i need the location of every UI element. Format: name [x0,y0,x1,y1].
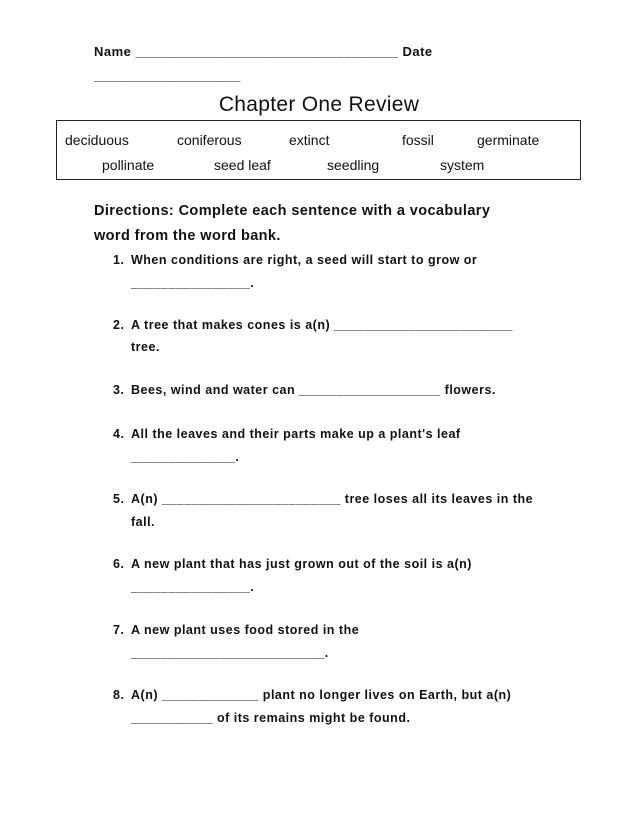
question-number: 2. [113,318,125,332]
question-1-line-1: When conditions are right, a seed will start to grow or [131,253,478,267]
word-bank [56,120,581,180]
word-bank-item: coniferous [177,132,242,148]
question-8-line-2: ___________ of its remains might be found. [131,711,411,725]
question-1-line-2: ________________. [131,276,255,290]
word-bank-item: seedling [327,157,380,173]
directions-line-1: Directions: Complete each sentence with a vocabulary [94,203,491,219]
question-number: 4. [113,427,125,441]
question-6-line-1: A new plant that has just grown out of the soil is a(n) [131,557,472,571]
date-blank: ___________________ [94,68,241,83]
word-bank-item: fossil [402,132,434,148]
word-bank-item: germinate [477,132,540,148]
question-number: 7. [113,623,125,637]
question-6-line-2: ________________. [131,580,255,594]
directions-line-2: word from the word bank. [94,228,281,244]
question-7-line-2: __________________________. [131,646,329,660]
question-5-line-1: A(n) ________________________ tree loses all its leaves in the [131,492,534,506]
word-bank-item: seed leaf [214,157,271,173]
word-bank-item: pollinate [102,157,155,173]
question-2-line-1: A tree that makes cones is a(n) ________________________ [131,318,513,332]
question-5-line-2: fall. [131,515,156,529]
word-bank-item: system [440,157,485,173]
question-4-line-1: All the leaves and their parts make up a plant's leaf [131,427,461,441]
question-number: 3. [113,383,125,397]
question-8-line-1: A(n) _____________ plant no longer lives on Earth, but a(n) [131,688,512,702]
question-number: 6. [113,557,125,571]
question-4-line-2: ______________. [131,450,240,464]
question-3-line-1: Bees, wind and water can ___________________ flowers. [131,383,496,397]
question-number: 5. [113,492,125,506]
word-bank-item: extinct [289,132,330,148]
question-number: 1. [113,253,125,267]
question-number: 8. [113,688,125,702]
question-7-line-1: A new plant uses food stored in the [131,623,360,637]
word-bank-item: deciduous [65,132,129,148]
name-date-line: Name __________________________________ Date [94,44,433,59]
question-2-line-2: tree. [131,340,160,354]
page-title: Chapter One Review [218,93,420,116]
